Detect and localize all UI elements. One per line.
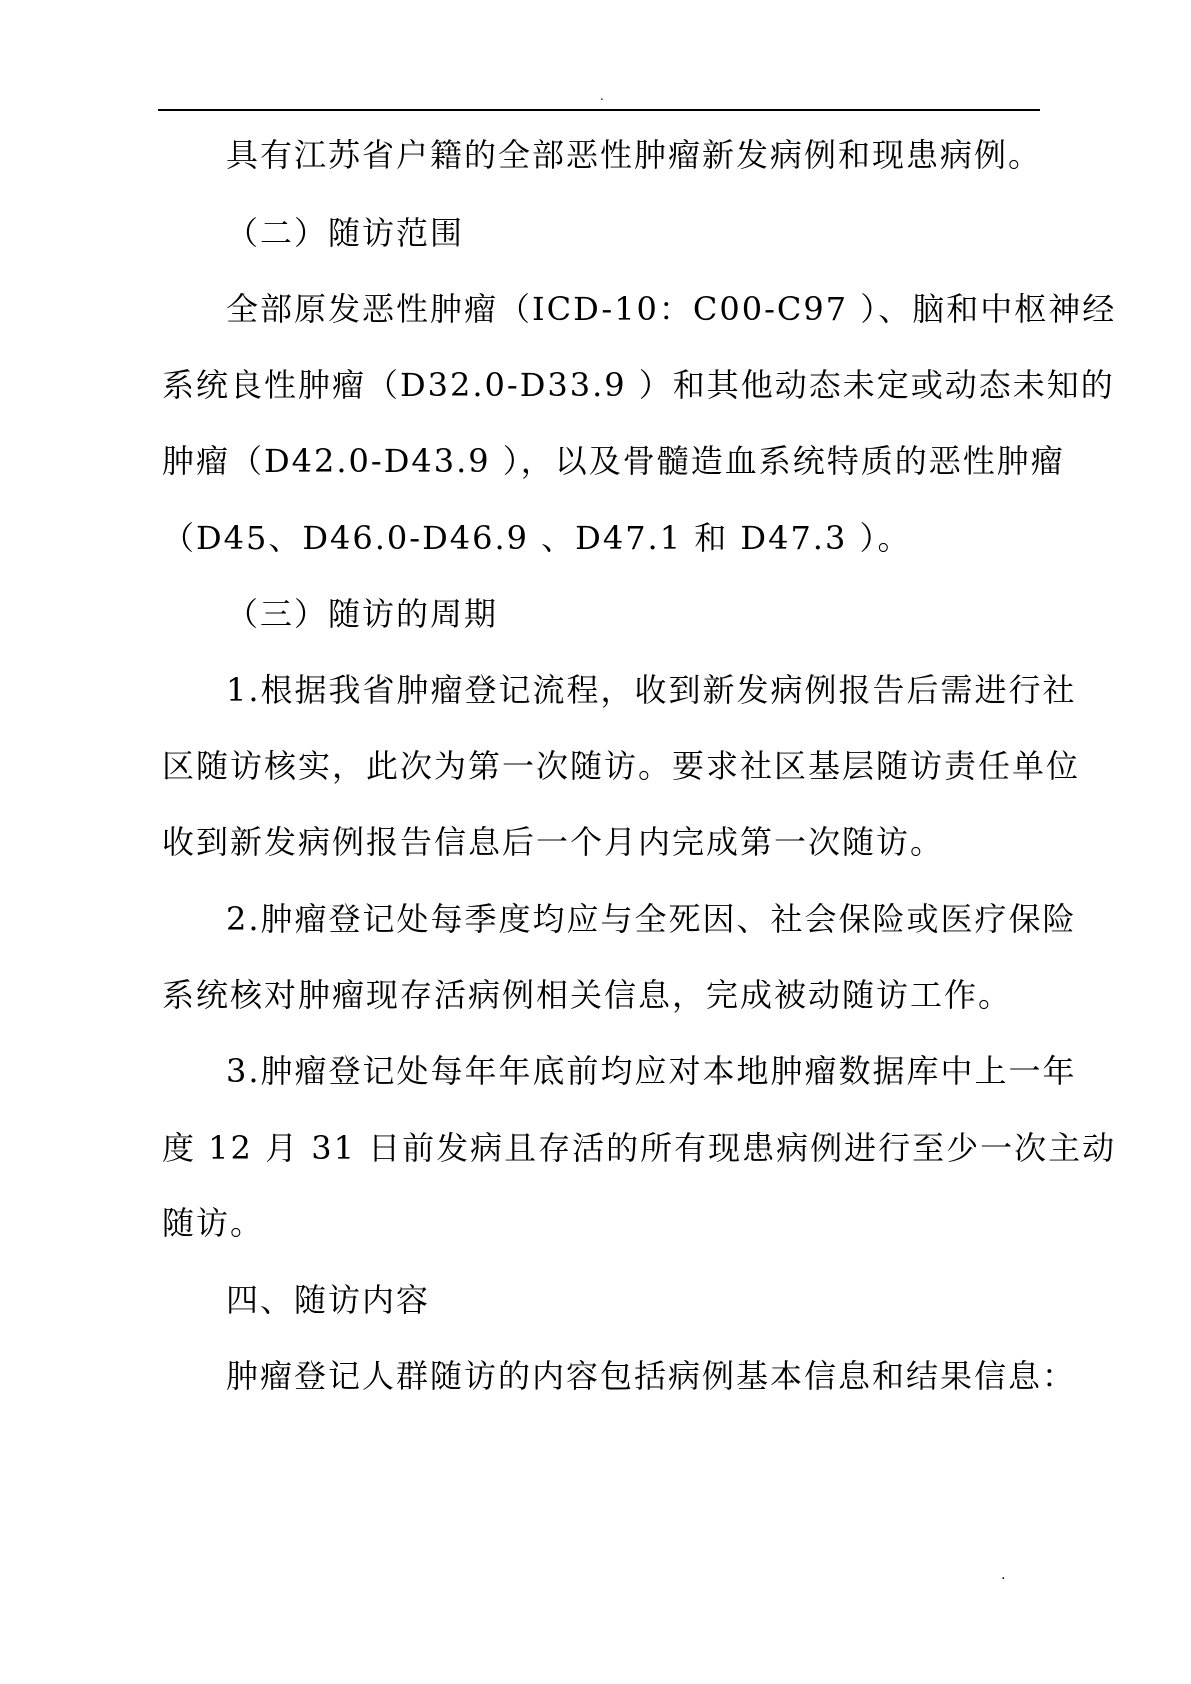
text-line: 肿瘤登记人群随访的内容包括病例基本信息和结果信息： <box>226 1357 1077 1395</box>
header-rule <box>158 109 1040 111</box>
text-line: 随访。 <box>162 1204 265 1242</box>
text-line: 区随访核实，此次为第一次随访。要求社区基层随访责任单位 <box>162 747 1081 785</box>
header-mark: . <box>600 89 604 103</box>
text-line: 3.肿瘤登记处每年年底前均应对本地肿瘤数据库中上一年 <box>226 1052 1077 1090</box>
footer-mark: . <box>1001 1567 1006 1583</box>
text-line: 肿瘤（D42.0-D43.9 ），以及骨髓造血系统特质的恶性肿瘤 <box>162 442 1065 480</box>
text-line: 2.肿瘤登记处每季度均应与全死因、社会保险或医疗保险 <box>226 900 1077 938</box>
text-line: 收到新发病例报告信息后一个月内完成第一次随访。 <box>162 823 945 861</box>
section-heading: （三）随访的周期 <box>226 595 499 633</box>
section-heading: 四、随访内容 <box>226 1281 431 1319</box>
text-line: 系统核对肿瘤现存活病例相关信息，完成被动随访工作。 <box>162 976 1013 1014</box>
text-line: 全部原发恶性肿瘤（ICD-10：C00-C97 ）、脑和中枢神经 <box>226 290 1117 328</box>
text-line: 1.根据我省肿瘤登记流程，收到新发病例报告后需进行社 <box>226 671 1077 709</box>
text-line: 度 12 月 31 日前发病且存活的所有现患病例进行至少一次主动 <box>162 1129 1117 1167</box>
text-line: 具有江苏省户籍的全部恶性肿瘤新发病例和现患病例。 <box>226 136 1043 174</box>
text-line: （D45、D46.0-D46.9 、D47.1 和 D47.3 ）。 <box>162 519 912 557</box>
section-heading: （二）随访范围 <box>226 214 465 252</box>
text-line: 系统良性肿瘤（D32.0-D33.9 ）和其他动态未定或动态未知的 <box>162 366 1115 404</box>
